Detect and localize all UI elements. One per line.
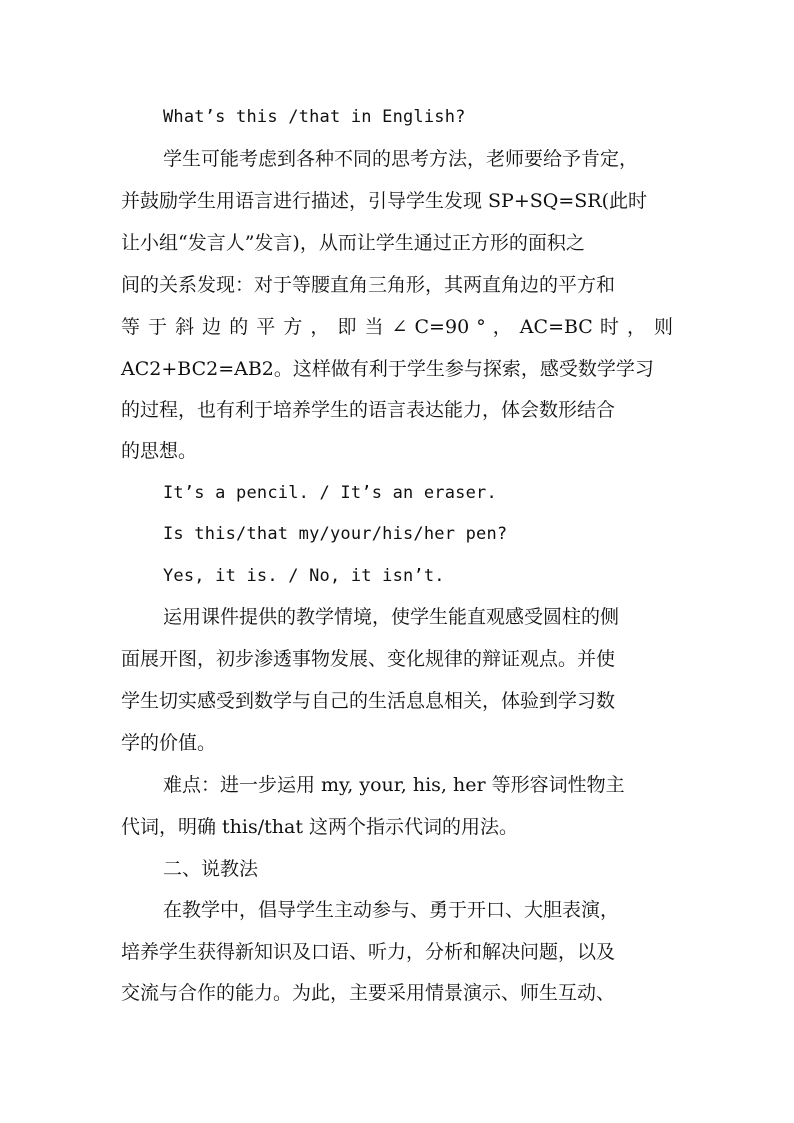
paragraph-line: 并鼓励学生用语言进行描述，引导学生发现 SP+SQ=SR(此时 — [121, 190, 648, 212]
paragraph-line: 间的关系发现：对于等腰直角三角形，其两直角边的平方和 — [121, 274, 616, 296]
english-sentence: Is this/that my/your/his/her pen? — [163, 524, 508, 544]
section-heading: 二、说教法 — [163, 858, 259, 880]
paragraph-line: 培养学生获得新知识及口语、听力，分析和解决问题，以及 — [121, 941, 616, 963]
paragraph-line: AC2+BC2=AB2。这样做有利于学生参与探索，感受数学学习 — [121, 358, 654, 380]
paragraph-line: 难点：进一步运用 my, your, his, her 等形容词性物主 — [163, 774, 625, 796]
paragraph-line: 的思想。 — [121, 440, 198, 462]
paragraph-line: 代词，明确 this/that 这两个指示代词的用法。 — [121, 816, 519, 838]
paragraph-line: 学的价值。 — [121, 732, 217, 754]
english-sentence: Yes, it is. / No, it isn’t. — [163, 566, 445, 586]
paragraph-line: 的过程，也有利于培养学生的语言表达能力，体会数形结合 — [121, 399, 616, 421]
paragraph-line: 面展开图，初步渗透事物发展、变化规律的辩证观点。并使 — [121, 648, 616, 670]
paragraph-line: 学生切实感受到数学与自己的生活息息相关，体验到学习数 — [121, 690, 616, 712]
paragraph-line: 让小组“发言人”发言)，从而让学生通过正方形的面积之 — [121, 232, 585, 254]
english-sentence: What’s this /that in English? — [163, 107, 466, 127]
paragraph-line: 学生可能考虑到各种不同的思考方法，老师要给予肯定， — [163, 148, 639, 170]
english-sentence: It’s a pencil. / It’s an eraser. — [163, 483, 497, 503]
paragraph-line: 在教学中，倡导学生主动参与、勇于开口、大胆表演， — [163, 899, 620, 921]
paragraph-line: 运用课件提供的教学情境，使学生能直观感受圆柱的侧 — [163, 606, 620, 628]
paragraph-line: 等 于 斜 边 的 平 方 ， 即 当 ∠ C=90 ° ， AC=BC 时 ， 则 — [121, 316, 673, 338]
paragraph-line: 交流与合作的能力。为此，主要采用情景演示、师生互动、 — [121, 982, 616, 1004]
